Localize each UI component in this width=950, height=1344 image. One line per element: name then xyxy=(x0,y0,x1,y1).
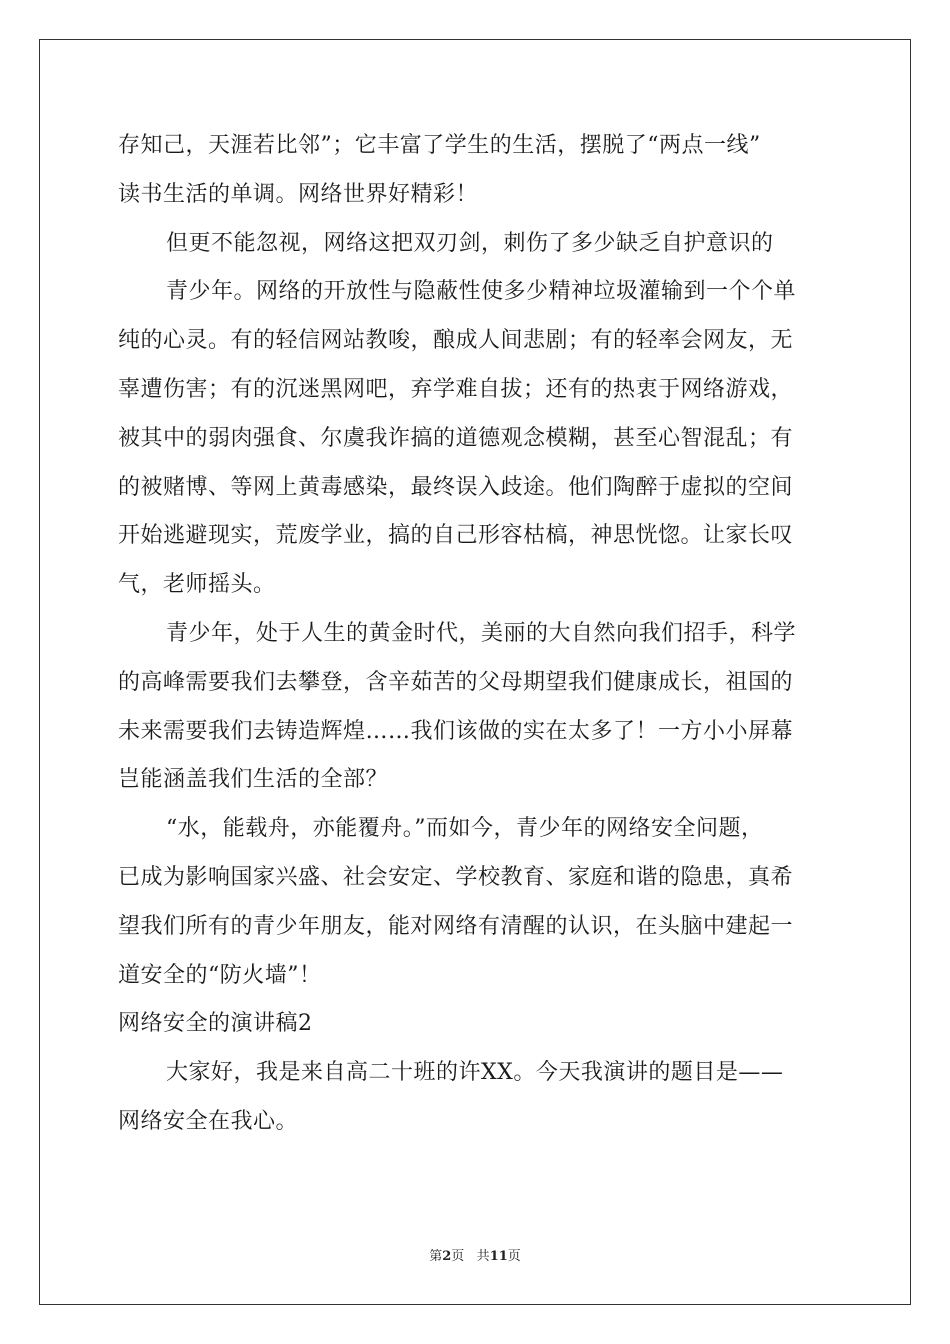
total-pages: 11 xyxy=(489,1249,508,1264)
page-footer xyxy=(0,1245,950,1264)
text-line: 望我们所有的青少年朋友，能对网络有清醒的认识，在头脑中建起一 xyxy=(118,913,794,939)
total-suffix: 页 xyxy=(507,1249,521,1264)
text-line: 存知己，天涯若比邻”；它丰富了学生的生活，摆脱了“两点一线” xyxy=(118,133,761,158)
text-line: 未来需要我们去铸造辉煌……我们该做的实在太多了！一方小小屏幕 xyxy=(118,718,794,744)
text-line: 读书生活的单调。网络世界好精彩！ xyxy=(118,181,479,207)
text-line: 岂能涵盖我们生活的全部？ xyxy=(118,767,389,793)
text-line: 网络安全在我心。 xyxy=(118,1108,299,1134)
text-line: 的被赌博、等网上黄毒感染，最终误入歧途。他们陶醉于虚拟的空间 xyxy=(118,474,794,500)
paragraph-start-line: 青少年，处于人生的黄金时代，美丽的大自然向我们招手，科学 xyxy=(166,620,797,646)
text-line: 纯的心灵。有的轻信网站教唆，酿成人间悲剧；有的轻率会网友，无 xyxy=(118,328,794,354)
text-line: 已成为影响国家兴盛、社会安定、学校教育、家庭和谐的隐患，真希 xyxy=(118,864,794,890)
document-body xyxy=(118,122,836,1147)
section-heading: 网络安全的演讲稿2 xyxy=(118,1011,313,1037)
paragraph-start-line: 但更不能忽视，网络这把双刃剑，刺伤了多少缺乏自护意识的 xyxy=(166,230,774,256)
paragraph-start-line: “水，能载舟，亦能覆舟。”而如今，青少年的网络安全问题， xyxy=(166,816,764,842)
text-line: 青少年。网络的开放性与隐蔽性使多少精神垃圾灌输到一个个单 xyxy=(166,279,797,305)
text-line: 被其中的弱肉强食、尔虞我诈搞的道德观念模糊，甚至心智混乱；有 xyxy=(118,425,794,451)
page-prefix: 第 xyxy=(429,1249,443,1264)
total-prefix: 共 xyxy=(476,1249,490,1264)
page-suffix: 页 xyxy=(451,1249,465,1264)
page-number: 2 xyxy=(442,1249,452,1264)
text-line: 气，老师摇头。 xyxy=(118,572,276,598)
text-line: 辜遭伤害；有的沉迷黑网吧，弃学难自拔；还有的热衷于网络游戏， xyxy=(118,376,794,402)
text-line: 道安全的“防火墙”！ xyxy=(118,962,322,988)
text-line: 开始逃避现实，荒废学业，搞的自己形容枯槁，神思恍惚。让家长叹 xyxy=(118,523,794,549)
text-line: 的高峰需要我们去攀登，含辛茹苦的父母期望我们健康成长，祖国的 xyxy=(118,669,794,695)
paragraph-start-line: 大家好，我是来自高二十班的许XX。今天我演讲的题目是—— xyxy=(166,1060,784,1086)
